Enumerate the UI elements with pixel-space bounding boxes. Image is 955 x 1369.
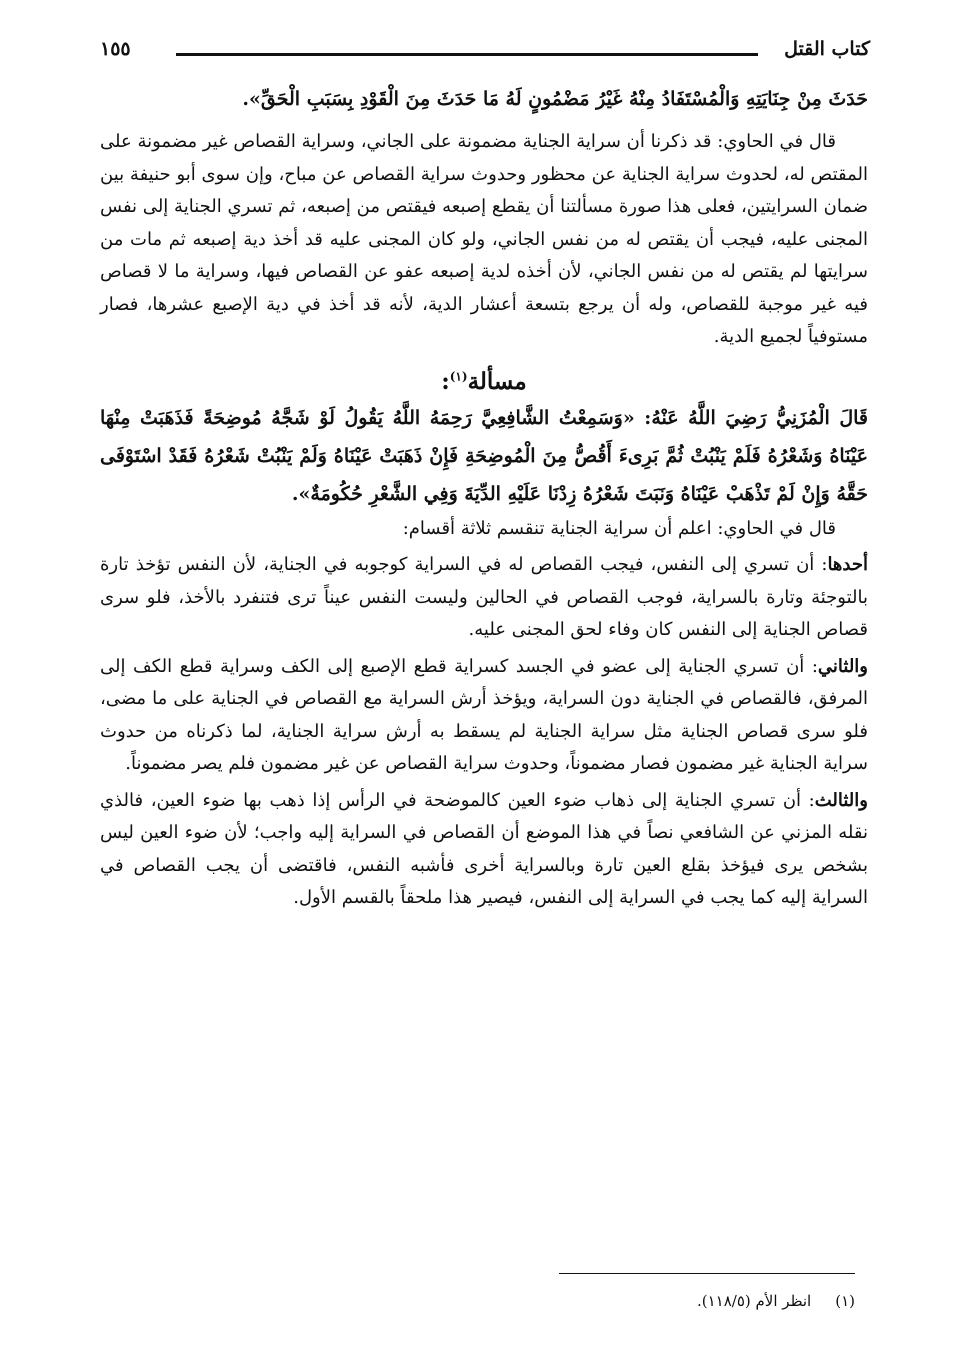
section-colon: : bbox=[441, 367, 450, 395]
item-lead: والثاني bbox=[817, 655, 868, 677]
page-header bbox=[100, 32, 870, 72]
continued-quote: حَدَثَ مِنْ جِنَايَتِهِ وَالْمُسْتَفَادُ مِنْهُ غَيْرُ مَضْمُونٍ لَهُ مَا حَدَثَ مِنَ الْقَوْدِ بِسَبَبِ الْحَقِّ». bbox=[242, 88, 868, 110]
list-item bbox=[100, 549, 868, 647]
paragraph: قال في الحاوي: قد ذكرنا أن سراية الجناية مضمونة على الجاني، وسراية القصاص غير مضمونة على المقتص له، لحدوث سراية الجناية عن محظور وحدوث سراية القصاص عن مباح، وإن سوى أبو حنيفة بين ضمان السرايتين، فعلى هذا صورة مسألتنا أن يقطع إصبعه فيقتص من إصبعه، ثم تسري الجناية إلى نفس المجنى عليه، فيجب أن يقتص له من نفس الجاني، ولو كان المجنى عليه قد أخذ دية إصبعه ثم مات من سرايتها لم يقتص له من نفس الجاني، لأن أخذه لدية إصبعه عفو عن القصاص فيها، وسراية ما لا قصاص فيه غير موجبة للقصاص، وله أن يرجع بتسعة أعشار الدية، لأنه قد أخذ في دية الإصبع عشرها، فصار مستوفياً لجميع الدية. bbox=[100, 131, 868, 347]
footnote-divider bbox=[559, 1273, 855, 1274]
paragraph: قال في الحاوي: اعلم أن سراية الجناية تنقسم ثلاثة أقسام: bbox=[402, 517, 836, 539]
footnote bbox=[255, 1290, 855, 1312]
list-item bbox=[100, 651, 868, 781]
section-title: مسألة bbox=[467, 367, 527, 395]
running-title: كتاب القتل bbox=[784, 38, 870, 60]
item-text: : أن تسري الجناية إلى عضو في الجسد كسراية قطع الإصبع إلى الكف وسراية قطع الكف إلى المرفق، فالقصاص في الجناية دون السراية، ويؤخذ أرش السراية مع القصاص في الجناية على ما مضى، فلو سرى قصاص الجناية مثل سراية الجناية لم يسقط به أرش سراية الجناية، لما ذكرناه من حدوث سراية الجناية غير مضمون فصار مضموناً، وحدوث سراية القصاص عن غير مضمون فلم يصر مضموناً. bbox=[100, 655, 868, 774]
item-text: : أن تسري إلى النفس، فيجب القصاص له في السراية كوجوبه في الجناية، لأن النفس تؤخذ تارة بالتوجئة وتارة بالسراية، فوجب القصاص في الحالين وليست النفس عيناً ترى فتنفرد بالأخذ، فلو سرى قصاص الجناية إلى النفس كان وفاء لحق المجنى عليه. bbox=[100, 554, 868, 640]
footnote-number: (١) bbox=[835, 1292, 855, 1310]
item-lead: والثالث bbox=[814, 789, 868, 811]
page-number: ١٥٥ bbox=[100, 38, 131, 60]
footnote-text: انظر الأم (١١٨/٥). bbox=[696, 1292, 812, 1310]
section-heading bbox=[100, 368, 868, 395]
item-text: : أن تسري الجناية إلى ذهاب ضوء العين كالموضحة في الرأس إذا ذهب بها ضوء العين، فالذي نقله المزني عن الشافعي نصاً في هذا الموضع أن القصاص في السراية إليه واجب؛ لأن ضوء العين ليس بشخص يرى فيؤخذ بقلع العين تارة وبالسراية أخرى فأشبه النفس، فاقتضى أن يجب القصاص في السراية إليه كما يجب في السراية إلى النفس، فيصير هذا ملحقاً بالقسم الأول. bbox=[100, 789, 868, 908]
page-body bbox=[100, 80, 868, 919]
item-lead: أحدها bbox=[827, 554, 868, 575]
header-rule bbox=[176, 53, 758, 56]
footnote-ref: (١) bbox=[449, 368, 468, 383]
main-quote: قَالَ الْمُزَنِيُّ رَضِيَ اللَّهُ عَنْهُ: «وَسَمِعْتُ الشَّافِعِيَّ رَحِمَهُ اللَّهُ يَقُولُ لَوْ شَجَّهُ مُوضِحَةً فَذَهَبَتْ مِنْهَا عَيْنَاهُ وَشَعْرُهُ فَلَمْ يَنْبُتْ ثُمَّ بَرِىءَ أَقُصُّ مِنَ الْمُوضِحَةِ فَإِنْ ذَهَبَتْ عَيْنَاهُ وَلَمْ يَنْبُتْ شَعْرُهُ فَقَدْ اسْتَوْفَى حَقَّهُ وَإِنْ لَمْ تَذْهَبْ عَيْنَاهُ وَنَبَتَ شَعْرُهُ زِدْنَا عَلَيْهِ الدِّيَةَ وَفِي الشَّعْرِ حُكُومَةٌ». bbox=[100, 406, 868, 505]
list-item bbox=[100, 785, 868, 915]
